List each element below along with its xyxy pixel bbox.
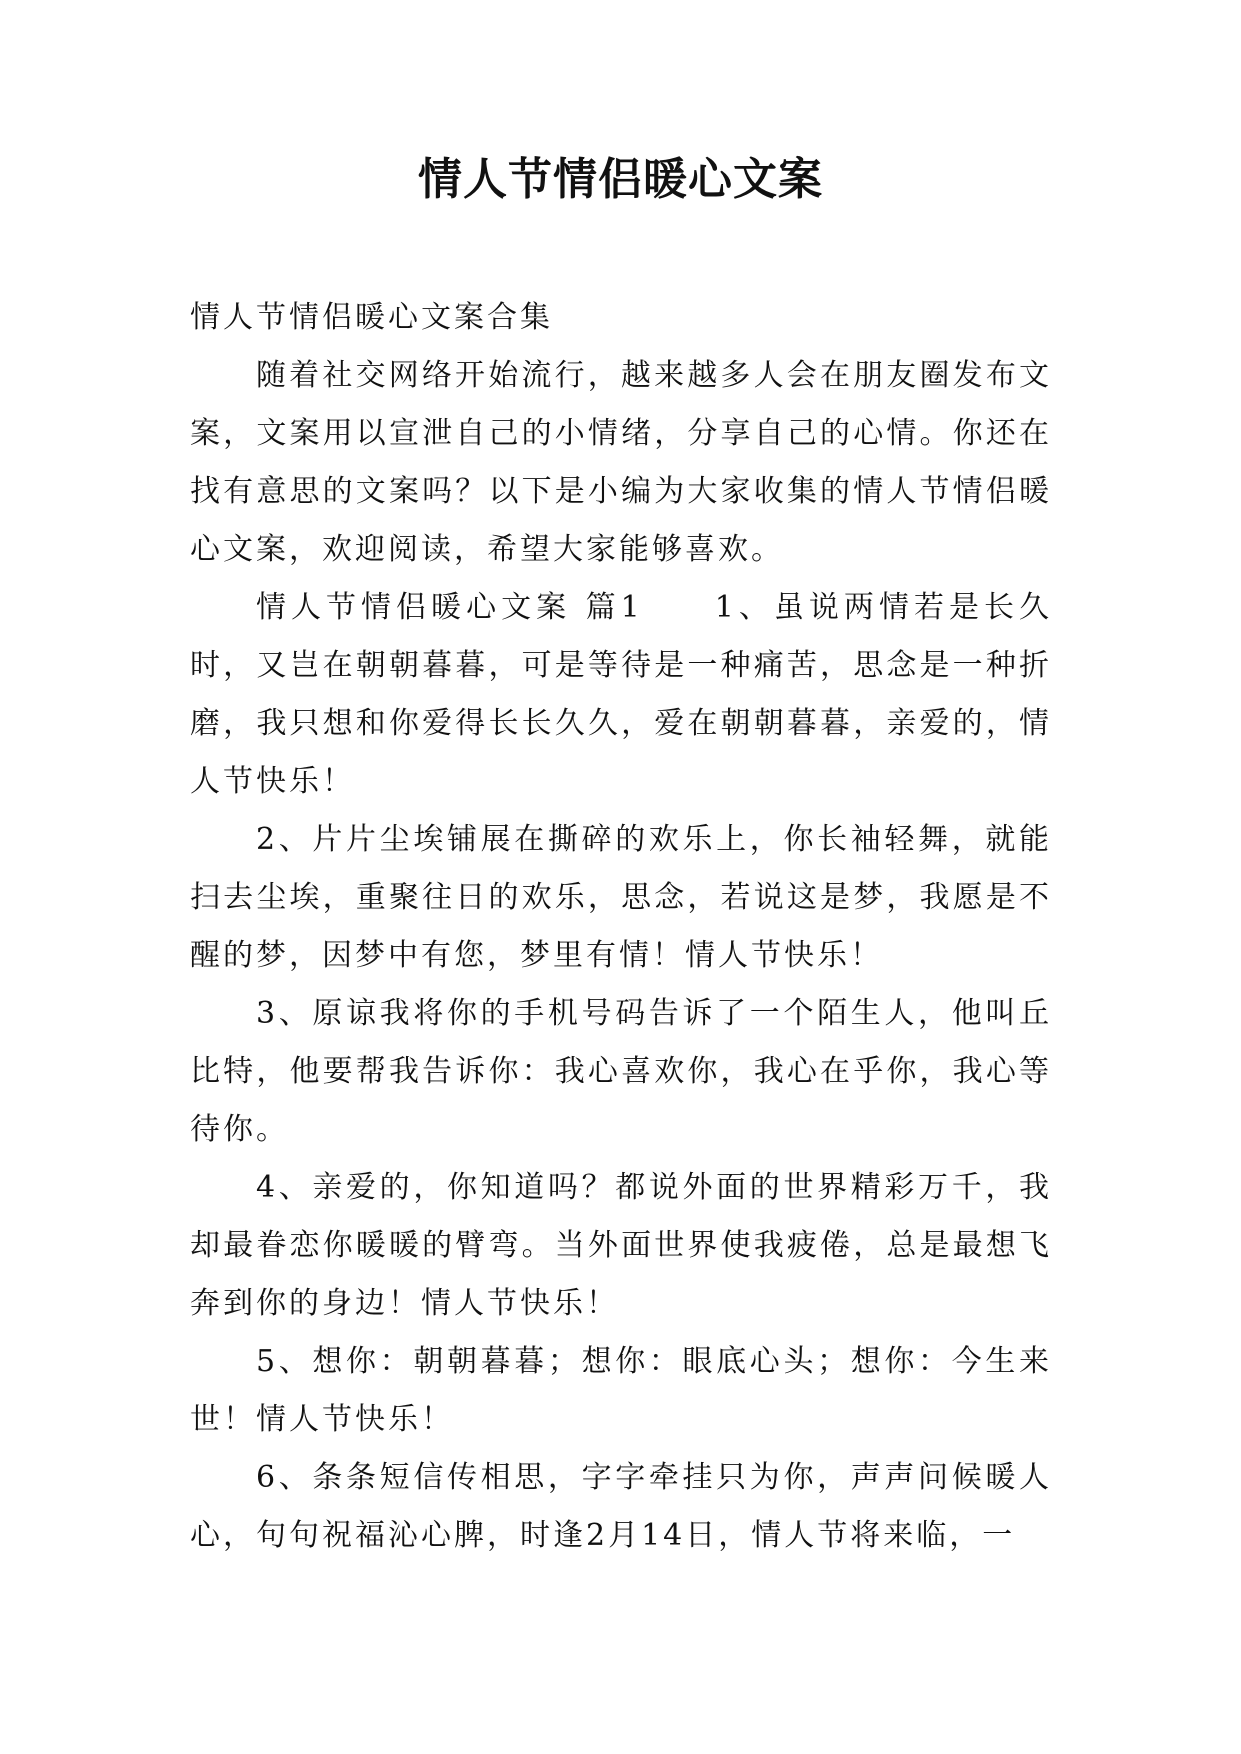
section-paragraph-1: 情人节情侣暖心文案 篇1 1、虽说两情若是长久时，又岂在朝朝暮暮，可是等待是一种痛苦，思念是一种折磨，我只想和你爱得长长久久，爱在朝朝暮暮，亲爱的，情人节快乐！ [190,590,1052,799]
section-paragraph-2: 2、片片尘埃铺展在撕碎的欢乐上，你长袖轻舞，就能扫去尘埃，重聚往日的欢乐，思念，若说这是梦，我愿是不醒的梦，因梦中有您，梦里有情！情人节快乐！ [190,822,1052,973]
section-paragraph-6: 6、条条短信传相思，字字牵挂只为你，声声问候暖人心，句句祝福沁心脾，时逢2月14日，情人节将来临，一 [190,1460,1052,1553]
collection-heading: 情人节情侣暖心文案合集 [190,300,553,335]
section-paragraph-4: 4、亲爱的，你知道吗？都说外面的世界精彩万千，我却最眷恋你暖暖的臂弯。当外面世界使我疲倦，总是最想飞奔到你的身边！情人节快乐！ [190,1170,1052,1321]
section-paragraph-5: 5、想你：朝朝暮暮；想你：眼底心头；想你：今生来世！情人节快乐！ [190,1344,1052,1437]
document-title: 情人节情侣暖心文案 [418,154,823,205]
section-paragraph-3: 3、原谅我将你的手机号码告诉了一个陌生人，他叫丘比特，他要帮我告诉你：我心喜欢你，我心在乎你，我心等待你。 [190,996,1052,1147]
intro-paragraph: 随着社交网络开始流行，越来越多人会在朋友圈发布文案，文案用以宣泄自己的小情绪，分享自己的心情。你还在找有意思的文案吗？以下是小编为大家收集的情人节情侣暖心文案，欢迎阅读，希望大家能够喜欢。 [190,358,1052,567]
document-body [190,289,1052,1565]
